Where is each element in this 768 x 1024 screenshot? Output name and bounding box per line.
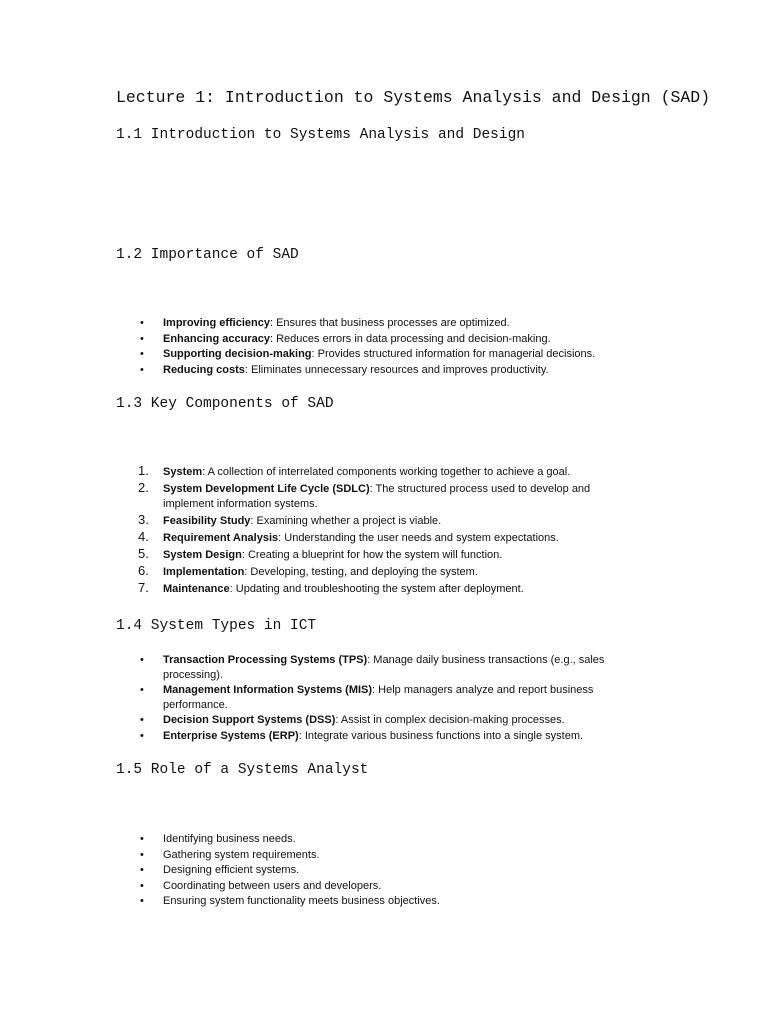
list-item xyxy=(0,879,623,894)
list-item xyxy=(0,363,623,378)
item-text: Identifying business needs. xyxy=(163,833,296,845)
list-item xyxy=(0,894,623,909)
item-term: Supporting decision-making xyxy=(163,348,312,360)
item-text: : Eliminates unnecessary resources and improves productivity. xyxy=(244,363,549,376)
list-item xyxy=(0,528,623,546)
list-item xyxy=(0,562,623,580)
list-item xyxy=(0,848,623,863)
item-text: Gathering system requirements. xyxy=(163,848,320,861)
page-title: Lecture 1: Introduction to Systems Analysis and Design (SAD) xyxy=(116,88,711,107)
bullet-icon: • xyxy=(140,363,144,376)
bullet-icon: • xyxy=(140,729,144,742)
bullet-icon: • xyxy=(140,317,144,329)
section-heading-1-4: 1.4 System Types in ICT xyxy=(116,618,317,634)
item-text: : The structured process used to develop and implement information systems. xyxy=(163,483,591,510)
list-item xyxy=(0,729,623,744)
section-heading-1-2: 1.2 Importance of SAD xyxy=(116,247,299,263)
item-text: : Understanding the user needs and system expectations. xyxy=(278,531,559,544)
item-term: Improving efficiency xyxy=(163,317,270,329)
item-text: : Developing, testing, and deploying the system. xyxy=(244,565,478,578)
item-number: 4. xyxy=(138,528,149,544)
item-text: : Provides structured information for managerial decisions. xyxy=(311,348,596,360)
item-number: 7. xyxy=(138,579,149,595)
item-text: Coordinating between users and developers. xyxy=(163,879,382,892)
bullet-icon: • xyxy=(140,684,144,696)
item-text: : A collection of interrelated components working together to achieve a goal. xyxy=(202,466,571,478)
item-term: Enhancing accuracy xyxy=(163,332,270,345)
bullet-icon: • xyxy=(140,654,144,666)
list-item xyxy=(0,347,623,362)
item-number: 1. xyxy=(138,463,149,478)
bullet-icon: • xyxy=(140,348,144,360)
item-text: Ensuring system functionality meets business objectives. xyxy=(163,895,440,907)
bullet-icon: • xyxy=(140,864,144,876)
item-term: Feasibility Study xyxy=(163,514,251,527)
section-heading-1-1: 1.1 Introduction to Systems Analysis and Design xyxy=(116,127,525,143)
section-heading-1-3: 1.3 Key Components of SAD xyxy=(116,396,334,412)
item-number: 6. xyxy=(138,562,149,578)
item-term: Enterprise Systems (ERP) xyxy=(163,729,299,742)
list-item xyxy=(0,316,623,331)
item-term: Decision Support Systems (DSS) xyxy=(163,714,336,726)
item-term: Transaction Processing Systems (TPS) xyxy=(163,654,368,666)
item-text: : Assist in complex decision-making processes. xyxy=(335,714,565,726)
item-term: System Development Life Cycle (SDLC) xyxy=(163,483,370,495)
item-text: : Ensures that business processes are optimized. xyxy=(269,317,510,329)
item-term: Reducing costs xyxy=(163,363,245,376)
bullet-icon: • xyxy=(140,714,144,726)
bullet-icon: • xyxy=(140,833,144,845)
item-text: Designing efficient systems. xyxy=(163,864,300,876)
list-item xyxy=(0,579,623,597)
analyst-role-list xyxy=(0,832,623,910)
item-text: : Reduces errors in data processing and decision-making. xyxy=(270,332,551,345)
list-item xyxy=(0,683,623,712)
item-text: : Manage daily business transactions (e.g., sales processing). xyxy=(163,654,605,681)
item-number: 2. xyxy=(138,480,149,495)
list-item xyxy=(0,653,623,682)
item-term: System Design xyxy=(163,548,242,561)
item-term: Implementation xyxy=(163,565,245,578)
section-heading-1-5: 1.5 Role of a Systems Analyst xyxy=(116,762,369,778)
bullet-icon: • xyxy=(140,895,144,907)
system-types-list xyxy=(0,653,623,744)
item-text: : Examining whether a project is viable. xyxy=(250,514,442,527)
list-item xyxy=(0,482,623,511)
bullet-icon: • xyxy=(140,879,144,892)
bullet-icon: • xyxy=(140,848,144,861)
list-item xyxy=(0,545,623,563)
item-number: 5. xyxy=(138,545,149,561)
components-list xyxy=(0,465,623,599)
list-item xyxy=(0,511,623,529)
item-number: 3. xyxy=(138,511,149,527)
list-item xyxy=(0,832,623,847)
item-term: Management Information Systems (MIS) xyxy=(163,684,373,696)
item-term: Maintenance xyxy=(163,582,230,595)
item-term: System xyxy=(163,466,203,478)
item-text: : Updating and troubleshooting the system after deployment. xyxy=(229,582,524,595)
importance-list xyxy=(0,316,623,378)
list-item xyxy=(0,863,623,878)
list-item xyxy=(0,332,623,347)
bullet-icon: • xyxy=(140,332,144,345)
item-text: : Integrate various business functions into a single system. xyxy=(298,729,584,742)
list-item xyxy=(0,465,623,480)
list-item xyxy=(0,713,623,728)
item-text: : Help managers analyze and report business performance. xyxy=(163,684,594,711)
item-term: Requirement Analysis xyxy=(163,531,279,544)
item-text: : Creating a blueprint for how the system will function. xyxy=(241,548,503,561)
